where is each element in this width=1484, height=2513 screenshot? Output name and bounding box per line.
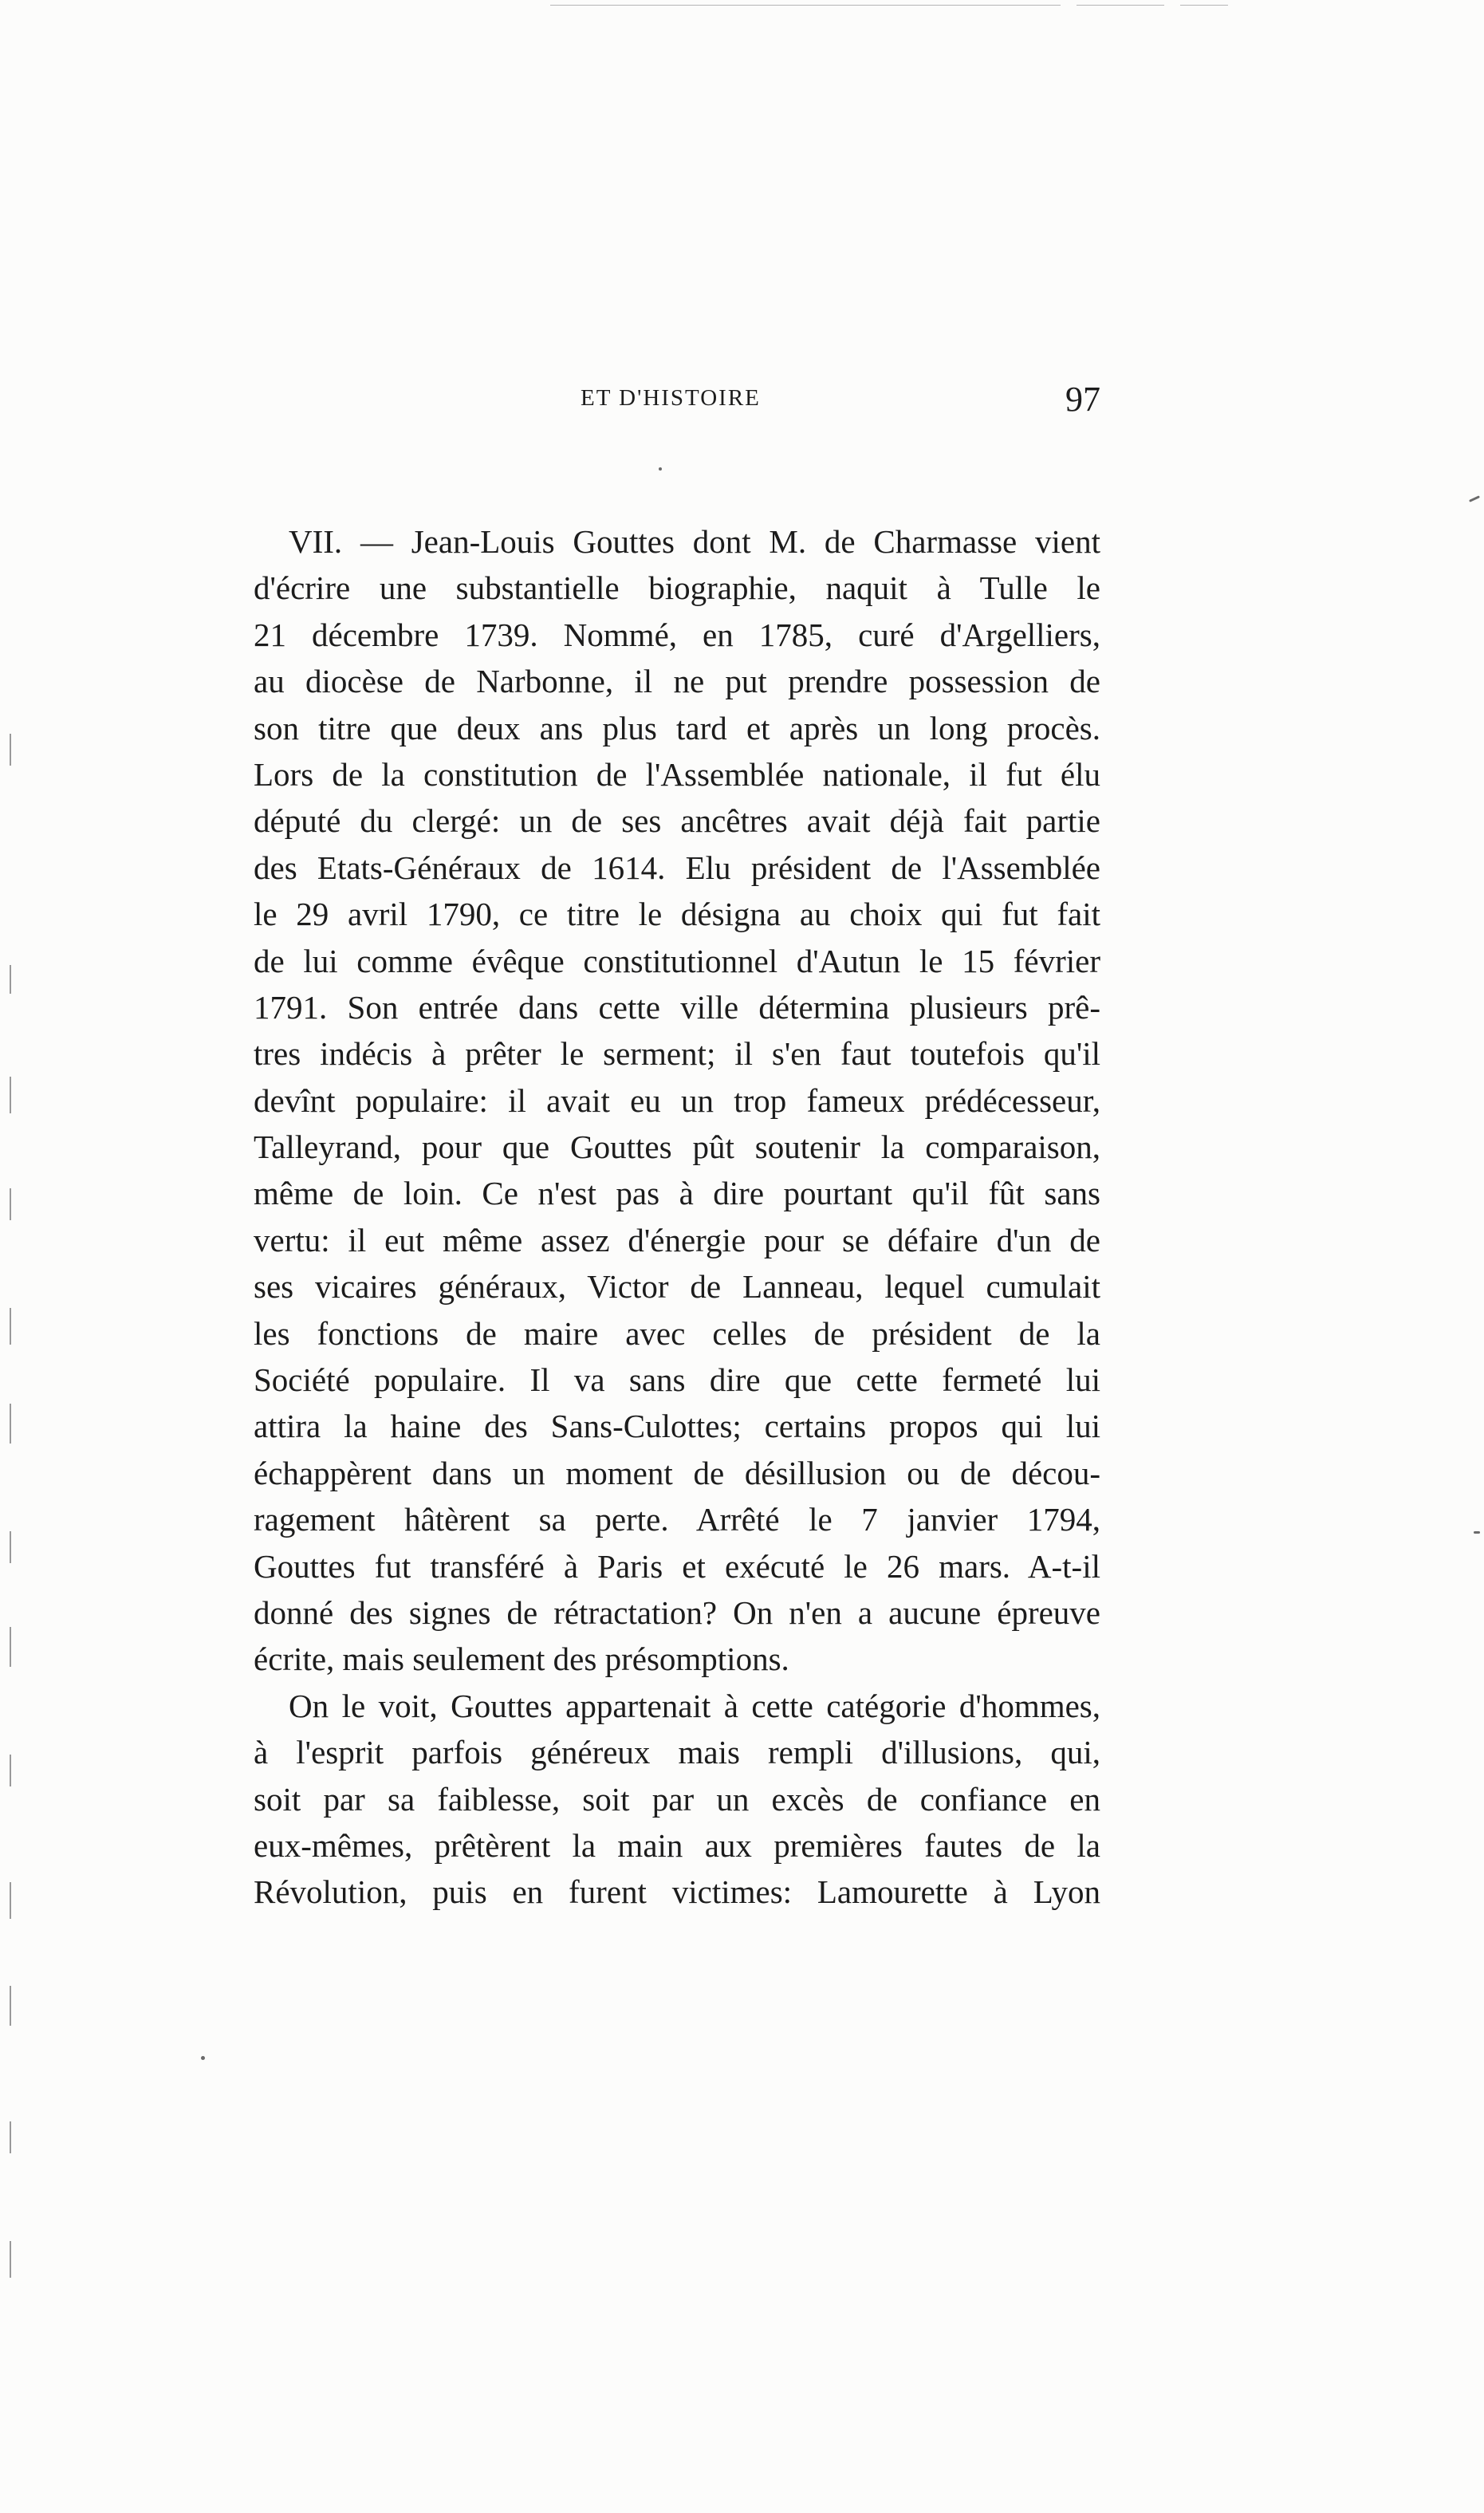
paragraph [254, 1683, 1100, 1916]
scan-speck [1469, 495, 1480, 502]
scan-speck [1474, 1531, 1480, 1534]
text-line: Société populaire. Il va sans dire que cette fermeté lui [254, 1361, 1100, 1399]
running-title: ET D'HISTOIRE [581, 385, 761, 411]
margin-scan-mark [10, 1077, 11, 1113]
text-line: soit par sa faiblesse, soit par un excès de confiance en [254, 1780, 1100, 1818]
text-line: attira la haine des Sans-Culottes; certains propos qui lui [254, 1408, 1100, 1445]
text-line: Lors de la constitution de l'Assemblée nationale, il fut élu [254, 755, 1100, 793]
margin-scan-mark [10, 1531, 11, 1563]
text-line: ses vicaires généraux, Victor de Lanneau, lequel cumulait [254, 1268, 1100, 1306]
margin-scan-mark [10, 1882, 11, 1919]
text-line: même de loin. Ce n'est pas à dire pourtant qu'il fût sans [254, 1175, 1100, 1212]
margin-scan-mark [10, 2241, 11, 2278]
margin-scan-mark [10, 1188, 11, 1220]
text-line: ragement hâtèrent sa perte. Arrêté le 7 janvier 1794, [254, 1501, 1100, 1538]
margin-scan-mark [10, 1308, 11, 1345]
text-line: Talleyrand, pour que Gouttes pût soutenir la comparaison, [254, 1128, 1100, 1166]
text-line: les fonctions de maire avec celles de président de la [254, 1314, 1100, 1352]
text-line: donné des signes de rétractation? On n'en a aucune épreuve [254, 1593, 1100, 1631]
text-line: devînt populaire: il avait eu un trop fameux prédécesseur, [254, 1081, 1100, 1119]
text-line: à l'esprit parfois généreux mais rempli d'illusions, qui, [254, 1734, 1100, 1771]
text-line: Gouttes fut transféré à Paris et exécuté le 26 mars. A-t-il [254, 1547, 1100, 1585]
top-edge-rule [1077, 5, 1164, 6]
paragraph [254, 518, 1100, 1683]
text-line: On le voit, Gouttes appartenait à cette catégorie d'hommes, [289, 1687, 1100, 1724]
margin-scan-mark [10, 965, 11, 994]
scan-speck [201, 2056, 205, 2060]
text-line: au diocèse de Narbonne, il ne put prendre possession de [254, 663, 1100, 700]
text-line: 21 décembre 1739. Nommé, en 1785, curé d'Argelliers, [254, 616, 1100, 653]
text-line: échappèrent dans un moment de désillusion ou de décou- [254, 1454, 1100, 1491]
top-edge-rule [1180, 5, 1228, 6]
text-line: de lui comme évêque constitutionnel d'Autun le 15 février [254, 942, 1100, 979]
text-line: son titre que deux ans plus tard et après un long procès. [254, 709, 1100, 746]
margin-scan-mark [10, 2121, 11, 2153]
text-line: des Etats-Généraux de 1614. Elu président de l'Assemblée [254, 849, 1100, 886]
margin-scan-mark [10, 1986, 11, 2026]
scan-speck [659, 467, 662, 471]
text-line: tres indécis à prêter le serment; il s'en faut toutefois qu'il [254, 1035, 1100, 1073]
text-line: d'écrire une substantielle biographie, naquit à Tulle le [254, 569, 1100, 607]
text-line: le 29 avril 1790, ce titre le désigna au choix qui fut fait [254, 896, 1100, 933]
margin-scan-mark [10, 734, 11, 766]
body-text [254, 518, 1100, 1916]
text-line: 1791. Son entrée dans cette ville détermina plusieurs prê- [254, 988, 1100, 1026]
running-head [255, 379, 1100, 427]
margin-scan-mark [10, 1404, 11, 1444]
text-line: député du clergé: un de ses ancêtres avait déjà fait partie [254, 802, 1100, 840]
text-line: vertu: il eut même assez d'énergie pour se défaire d'un de [254, 1221, 1100, 1258]
page-number: 97 [1065, 380, 1100, 419]
margin-scan-mark [10, 1627, 11, 1667]
margin-scan-mark [10, 1755, 11, 1786]
text-line: eux-mêmes, prêtèrent la main aux premières fautes de la [254, 1826, 1100, 1864]
top-edge-rule [550, 5, 1061, 6]
text-line: écrite, mais seulement des présomptions. [254, 1641, 789, 1678]
text-line: VII. — Jean-Louis Gouttes dont M. de Charmasse vient [289, 523, 1100, 560]
text-line: Révolution, puis en furent victimes: Lamourette à Lyon [254, 1873, 1100, 1911]
